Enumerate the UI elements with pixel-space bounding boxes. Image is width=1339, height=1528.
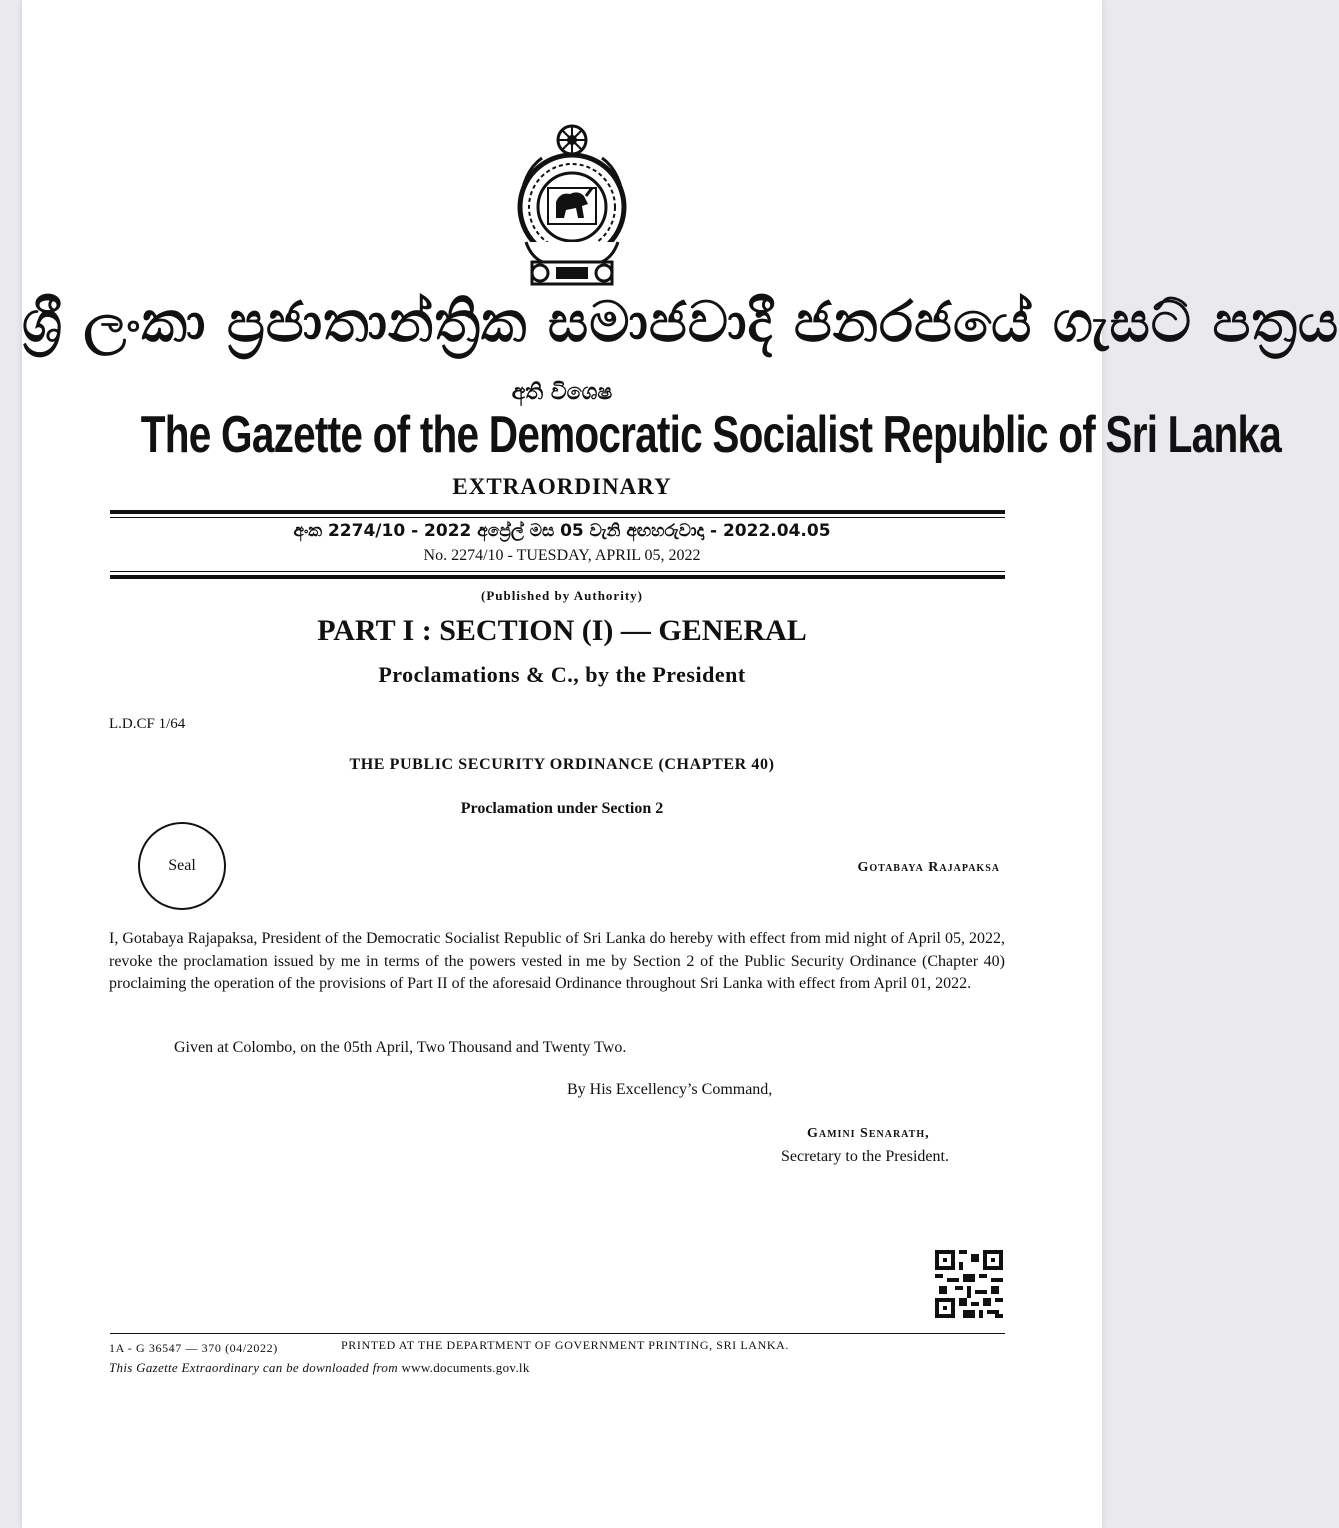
seal-circle [138,822,226,910]
sri-lanka-emblem-icon [502,122,642,292]
part-subtitle: Proclamations & C., by the President [378,662,746,687]
footer-download-prefix: This Gazette Extraordinary can be downloaded from [109,1360,398,1375]
given-at-line: Given at Colombo, on the 05th April, Two Thousand and Twenty Two. [174,1039,627,1056]
sinhala-gazette-title: ශ්‍රී ලංකා ප්‍රජාතාන්ත්‍රික සමාජවාදී ජනරජයේ ගැසට් පත්‍රය [22,290,1339,355]
part-title: PART I : SECTION (I) — GENERAL [317,614,807,647]
header-rule-thin [110,517,1005,518]
issue-line-english: No. 2274/10 - TUESDAY, APRIL 05, 2022 [423,547,701,564]
header-rule-thick [110,510,1005,514]
issue-rule-thick [110,575,1005,579]
footer-download-note [109,1360,530,1376]
proclamation-body: I, Gotabaya Rajapaksa, President of the Democratic Socialist Republic of Sri Lanka do hereby with effect from mid night of April 05, 2022, revoke the proclamation issued by me in terms of the powers vested in me by Section 2 of the Public Security Ordinance (Chapter 40) proclaiming the operation of the provisions of Part II of the aforesaid Ordinance throughout Sri Lanka with effect from April 01, 2022. [109,930,1005,992]
sinhala-extraordinary-label: අති විශෙෂ [511,380,613,405]
secretary-name: Gamini Senarath, [807,1126,930,1141]
footer-printed-at: PRINTED AT THE DEPARTMENT OF GOVERNMENT PRINTING, SRI LANKA. [341,1338,789,1352]
extraordinary-label: EXTRAORDINARY [452,474,672,499]
issue-line-sinhala: අංක 2274/10 - 2022 අප්‍රේල් මස 05 වැනි අඟහරුවාදා - 2022.04.05 [293,521,831,541]
seal-label: Seal [168,857,196,874]
footer-rule [110,1333,1005,1334]
footer-download-url[interactable]: www.documents.gov.lk [401,1360,530,1375]
published-by-authority: (Published by Authority) [481,588,643,603]
secretary-title: Secretary to the President. [781,1148,949,1165]
qr-code-icon [935,1250,1003,1318]
proclamation-title: Proclamation under Section 2 [460,800,664,817]
ordinance-title: THE PUBLIC SECURITY ORDINANCE (CHAPTER 40) [349,756,775,773]
reference-number: L.D.CF 1/64 [109,716,186,732]
footer-print-code: 1A - G 36547 — 370 (04/2022) [109,1341,278,1355]
command-line: By His Excellency’s Command, [567,1081,773,1098]
english-gazette-title: The Gazette of the Democratic Socialist Republic of Sri Lanka [140,406,1282,464]
issue-rule-thin [110,571,1005,572]
president-signature: Gotabaya Rajapaksa [857,860,1000,875]
gazette-page [22,0,1339,1528]
